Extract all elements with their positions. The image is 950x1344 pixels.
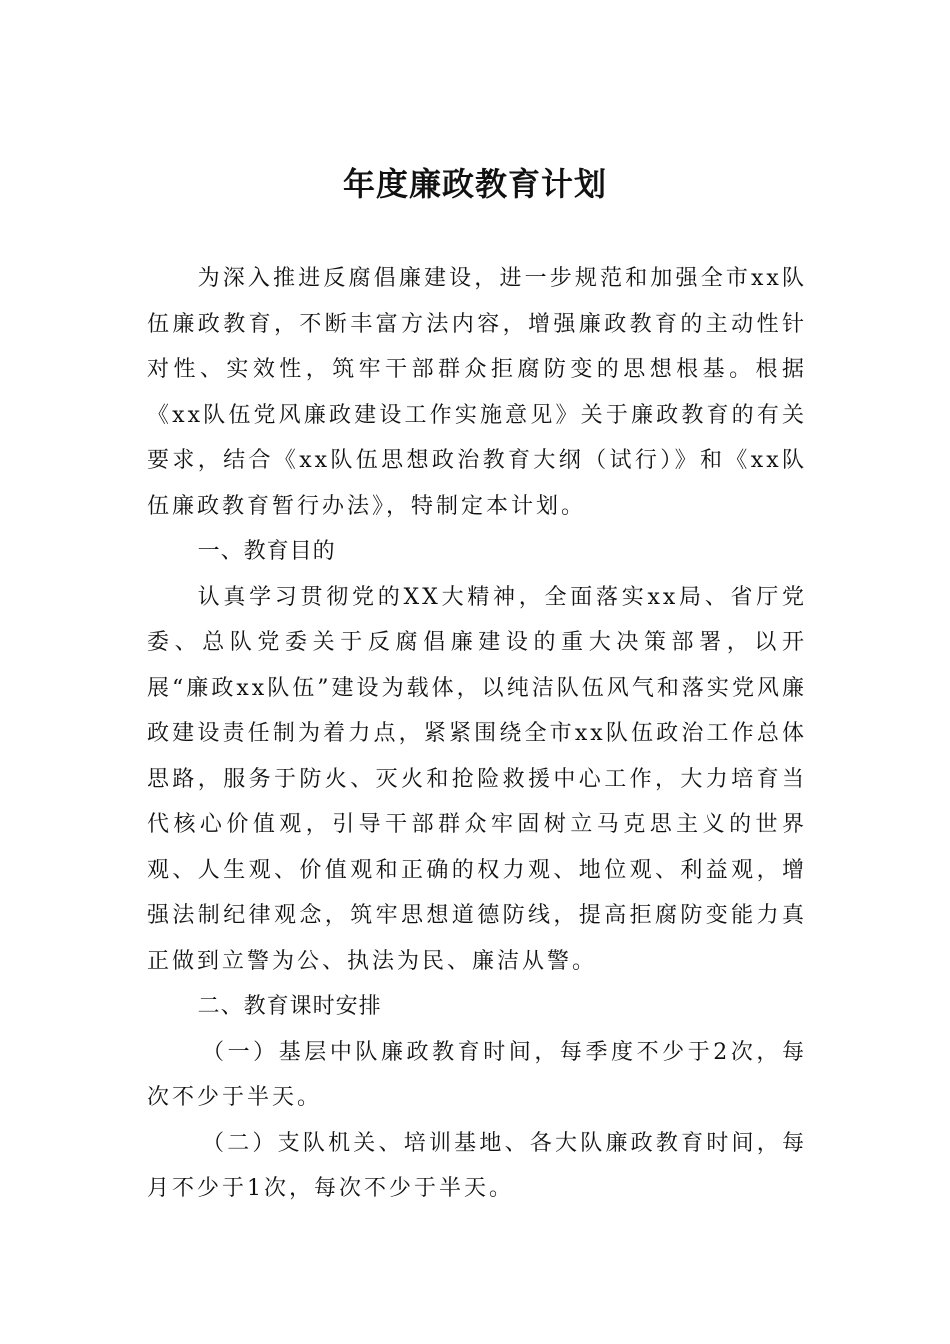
schedule-item: （二）支队机关、培训基地、各大队廉政教育时间，每月不少于1次，每次不少于半天。 [147, 1130, 807, 1201]
intro-paragraph: 为深入推进反腐倡廉建设，进一步规范和加强全市xx队伍廉政教育，不断丰富方法内容，增强廉政教育的主动性针对性、实效性，筑牢干部群众拒腐防变的思想根基。根据《xx队伍党风廉政建设工作实施意见》关于廉政教育的有关要求，结合《xx队伍思想政治教育大纲（试行）》和《xx队伍廉政教育暂行办法》，特制定本计划。 [147, 266, 807, 519]
schedule-item: （一）基层中队廉政教育时间，每季度不少于2次，每次不少于半天。 [147, 1039, 807, 1110]
document-title: 年度廉政教育计划 [342, 165, 607, 203]
section-heading-purpose: 一、教育目的 [197, 539, 336, 564]
document-body [147, 256, 807, 1212]
section-heading-schedule: 二、教育课时安排 [197, 994, 382, 1019]
purpose-paragraph: 认真学习贯彻党的XX大精神，全面落实xx局、省厅党委、总队党委关于反腐倡廉建设的重大决策部署，以开展“廉政xx队伍”建设为载体，以纯洁队伍风气和落实党风廉政建设责任制为着力点，紧紧围绕全市xx队伍政治工作总体思路，服务于防火、灭火和抢险救援中心工作，大力培育当代核心价值观，引导干部群众牢固树立马克思主义的世界观、人生观、价值观和正确的权力观、地位观、利益观，增强法制纪律观念，筑牢思想道德防线，提高拒腐防变能力真正做到立警为公、执法为民、廉洁从警。 [147, 584, 807, 974]
